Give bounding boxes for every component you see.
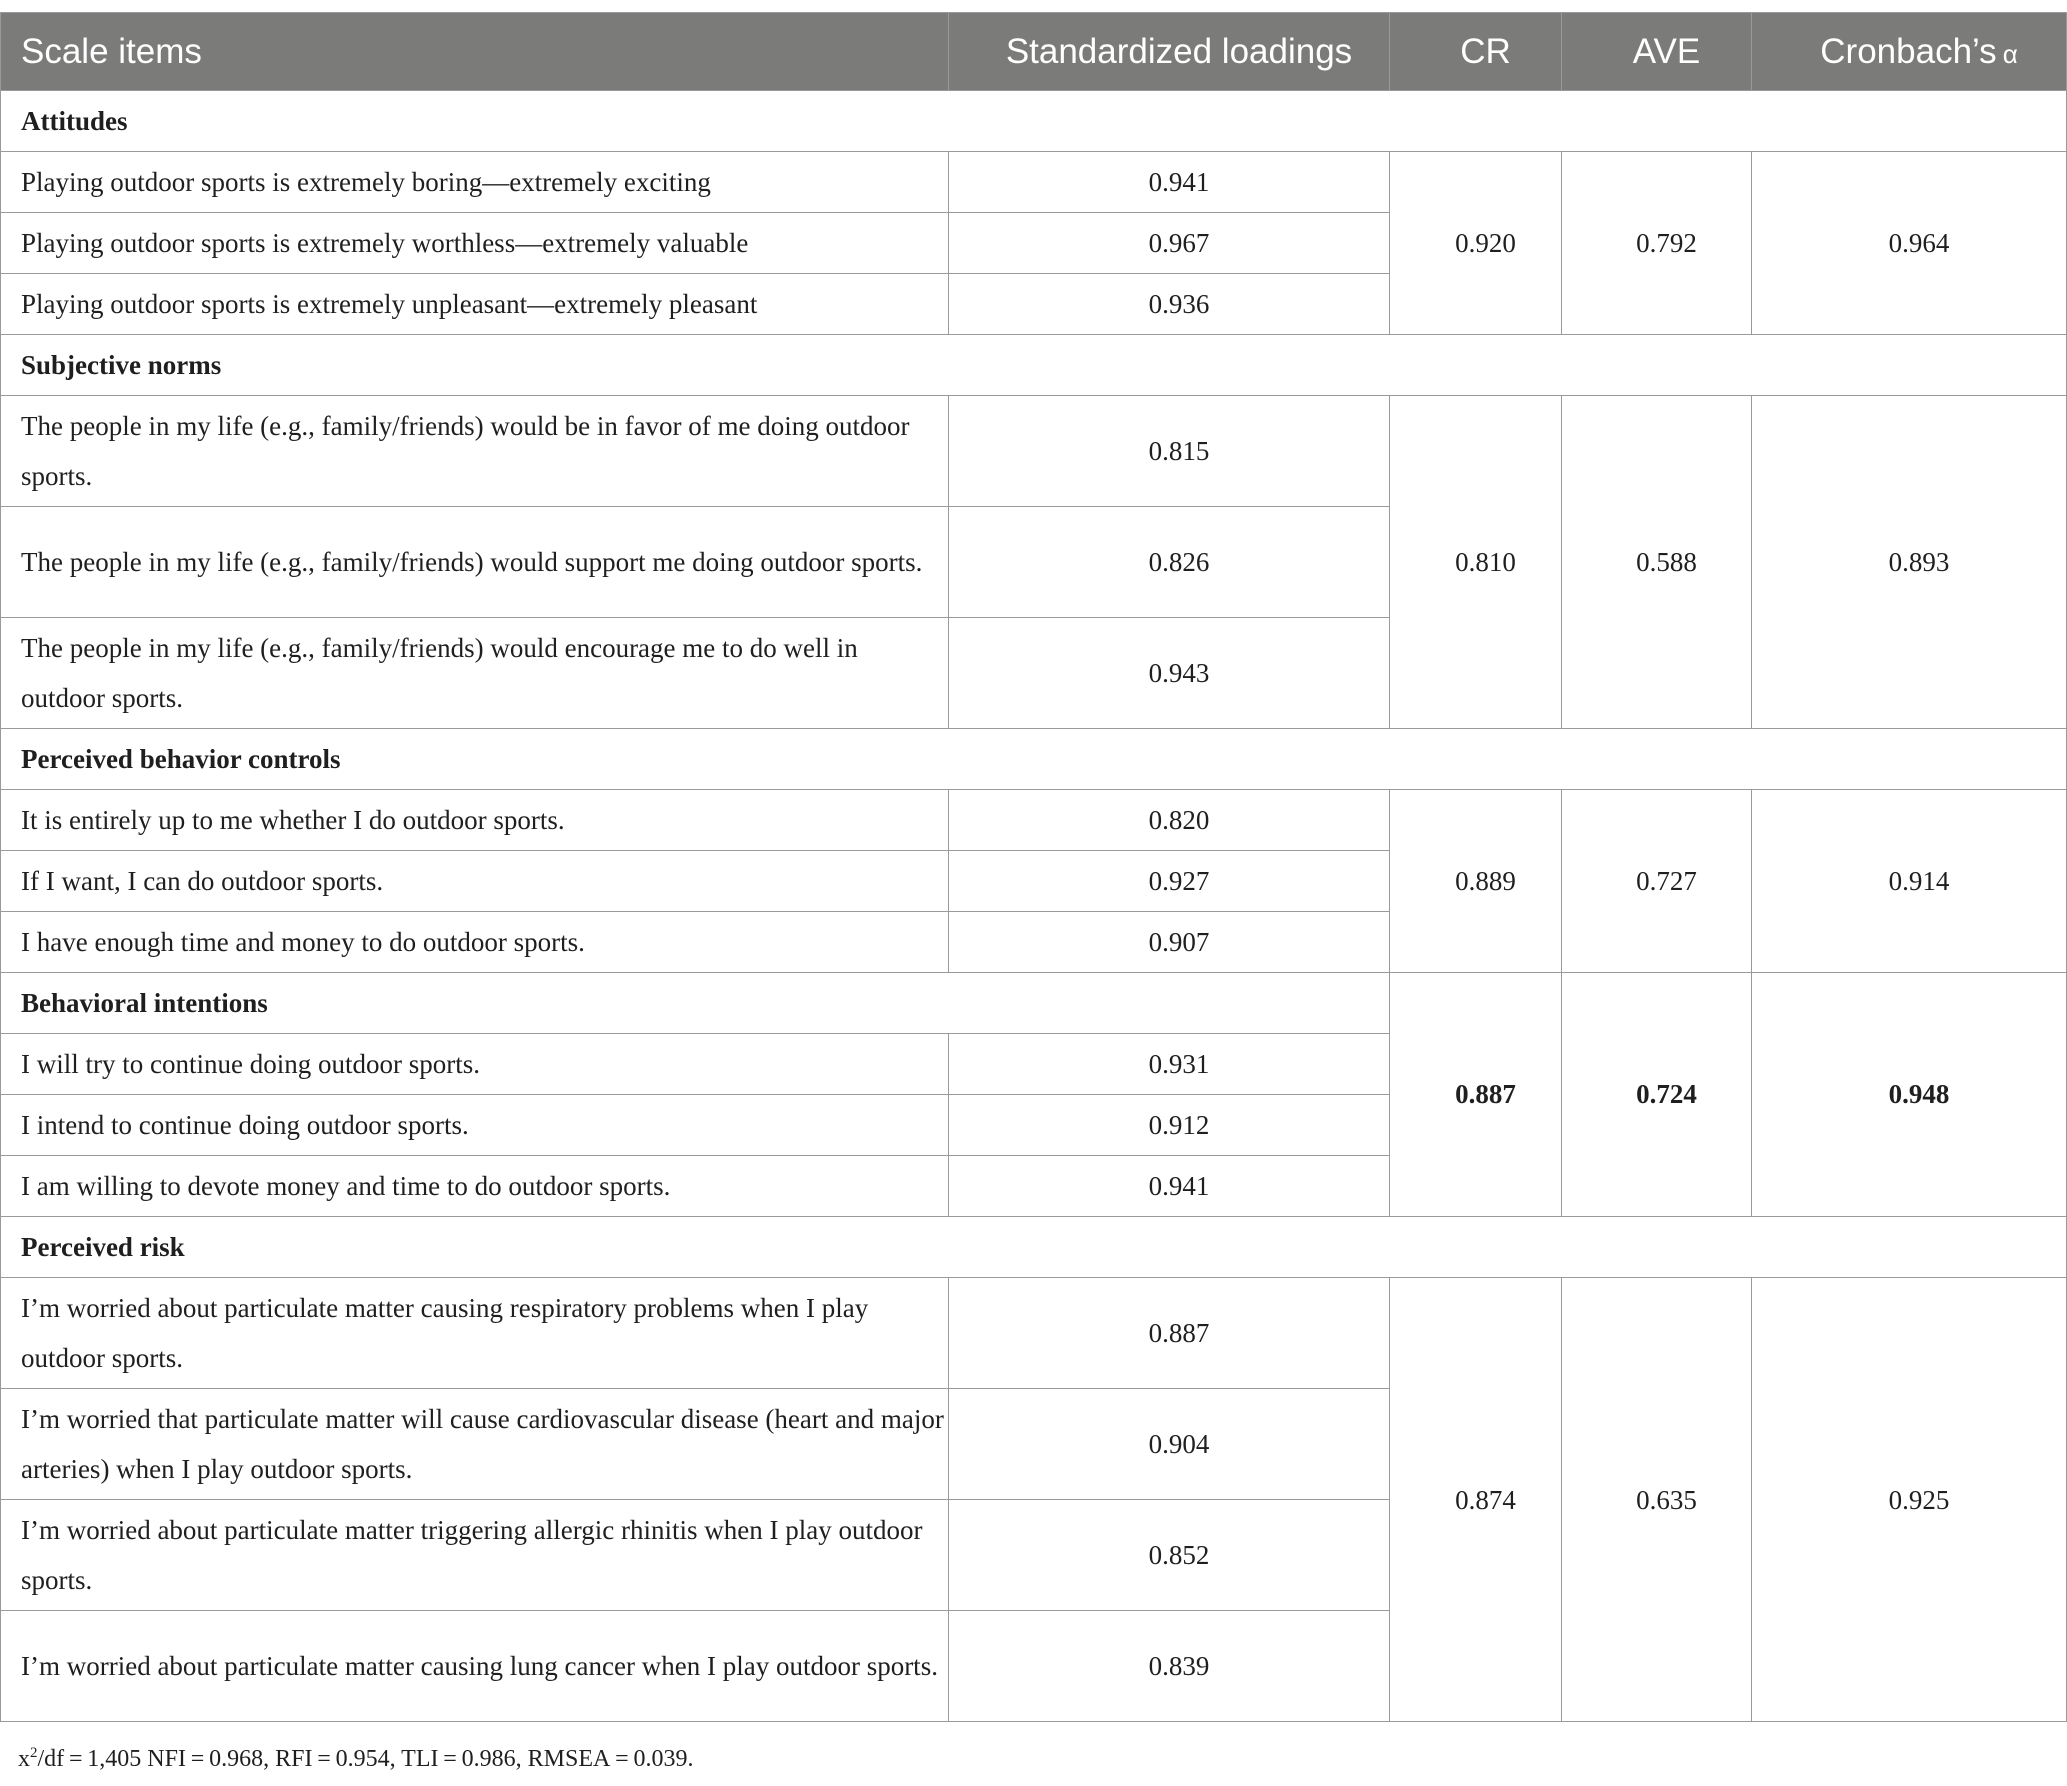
item-text: Playing outdoor sports is extremely worthless—extremely valuable	[1, 213, 949, 274]
group-cr: 0.874	[1390, 1278, 1562, 1722]
table-row	[1, 790, 2067, 851]
item-text: It is entirely up to me whether I do outdoor sports.	[1, 790, 949, 851]
header-ave: AVE	[1562, 13, 1752, 91]
item-text: I am willing to devote money and time to do outdoor sports.	[1, 1156, 949, 1217]
header-row	[1, 13, 2067, 91]
item-text: I will try to continue doing outdoor sports.	[1, 1034, 949, 1095]
group-label: Perceived risk	[1, 1217, 2067, 1278]
group-alpha: 0.925	[1752, 1278, 2067, 1722]
footnote-superscript: 2	[30, 1745, 38, 1761]
group-cr: 0.889	[1390, 790, 1562, 973]
group-cr: 0.920	[1390, 152, 1562, 335]
alpha-symbol: α	[2002, 38, 2018, 69]
header-scale-items: Scale items	[1, 13, 949, 91]
item-loading: 0.941	[949, 1156, 1390, 1217]
item-loading: 0.904	[949, 1389, 1390, 1500]
item-text: If I want, I can do outdoor sports.	[1, 851, 949, 912]
group-label: Perceived behavior controls	[1, 729, 2067, 790]
item-text: I’m worried that particulate matter will cause cardiovascular disease (heart and major arteries) when I play outdoor sports.	[1, 1389, 949, 1500]
item-loading: 0.839	[949, 1611, 1390, 1722]
group-row-behavioral-intentions	[1, 973, 2067, 1034]
group-label: Attitudes	[1, 91, 2067, 152]
item-loading: 0.927	[949, 851, 1390, 912]
table-footnote	[18, 1745, 693, 1773]
header-cronbach-alpha	[1752, 13, 2067, 91]
item-text: The people in my life (e.g., family/friends) would encourage me to do well in outdoor sports.	[1, 618, 949, 729]
group-row-attitudes	[1, 91, 2067, 152]
item-text: I intend to continue doing outdoor sports.	[1, 1095, 949, 1156]
item-loading: 0.826	[949, 507, 1390, 618]
group-label: Subjective norms	[1, 335, 2067, 396]
item-text: I’m worried about particulate matter causing respiratory problems when I play outdoor sports.	[1, 1278, 949, 1389]
item-text: I’m worried about particulate matter triggering allergic rhinitis when I play outdoor sports.	[1, 1500, 949, 1611]
item-loading: 0.967	[949, 213, 1390, 274]
group-alpha: 0.893	[1752, 396, 2067, 729]
group-alpha: 0.914	[1752, 790, 2067, 973]
table-row	[1, 396, 2067, 507]
group-row-perceived-behavior-controls	[1, 729, 2067, 790]
item-loading: 0.887	[949, 1278, 1390, 1389]
group-alpha: 0.964	[1752, 152, 2067, 335]
item-text: I have enough time and money to do outdoor sports.	[1, 912, 949, 973]
item-loading: 0.936	[949, 274, 1390, 335]
item-loading: 0.852	[949, 1500, 1390, 1611]
header-standardized-loadings: Standardized loadings	[949, 13, 1390, 91]
group-ave: 0.635	[1562, 1278, 1752, 1722]
group-cr: 0.810	[1390, 396, 1562, 729]
item-loading: 0.907	[949, 912, 1390, 973]
group-ave: 0.724	[1562, 973, 1752, 1217]
footnote-fit-indices: /df = 1,405 NFI = 0.968, RFI = 0.954, TLI = 0.986, RMSEA = 0.039.	[37, 1746, 694, 1772]
table-row	[1, 1278, 2067, 1389]
group-ave: 0.588	[1562, 396, 1752, 729]
group-ave: 0.792	[1562, 152, 1752, 335]
item-loading: 0.931	[949, 1034, 1390, 1095]
footnote-x: x	[18, 1746, 30, 1772]
group-alpha: 0.948	[1752, 973, 2067, 1217]
item-loading: 0.912	[949, 1095, 1390, 1156]
group-label: Behavioral intentions	[1, 973, 1390, 1034]
group-ave: 0.727	[1562, 790, 1752, 973]
header-cr: CR	[1390, 13, 1562, 91]
group-row-subjective-norms	[1, 335, 2067, 396]
item-text: The people in my life (e.g., family/friends) would support me doing outdoor sports.	[1, 507, 949, 618]
item-loading: 0.815	[949, 396, 1390, 507]
item-text: The people in my life (e.g., family/friends) would be in favor of me doing outdoor sports.	[1, 396, 949, 507]
item-text: Playing outdoor sports is extremely boring—extremely exciting	[1, 152, 949, 213]
group-row-perceived-risk	[1, 1217, 2067, 1278]
item-text: Playing outdoor sports is extremely unpleasant—extremely pleasant	[1, 274, 949, 335]
reliability-table	[0, 12, 2067, 1722]
group-cr: 0.887	[1390, 973, 1562, 1217]
header-cronbach-label: Cronbach’s	[1820, 31, 1997, 71]
item-loading: 0.820	[949, 790, 1390, 851]
item-loading: 0.943	[949, 618, 1390, 729]
item-text: I’m worried about particulate matter causing lung cancer when I play outdoor sports.	[1, 1611, 949, 1722]
table-row	[1, 152, 2067, 213]
item-loading: 0.941	[949, 152, 1390, 213]
